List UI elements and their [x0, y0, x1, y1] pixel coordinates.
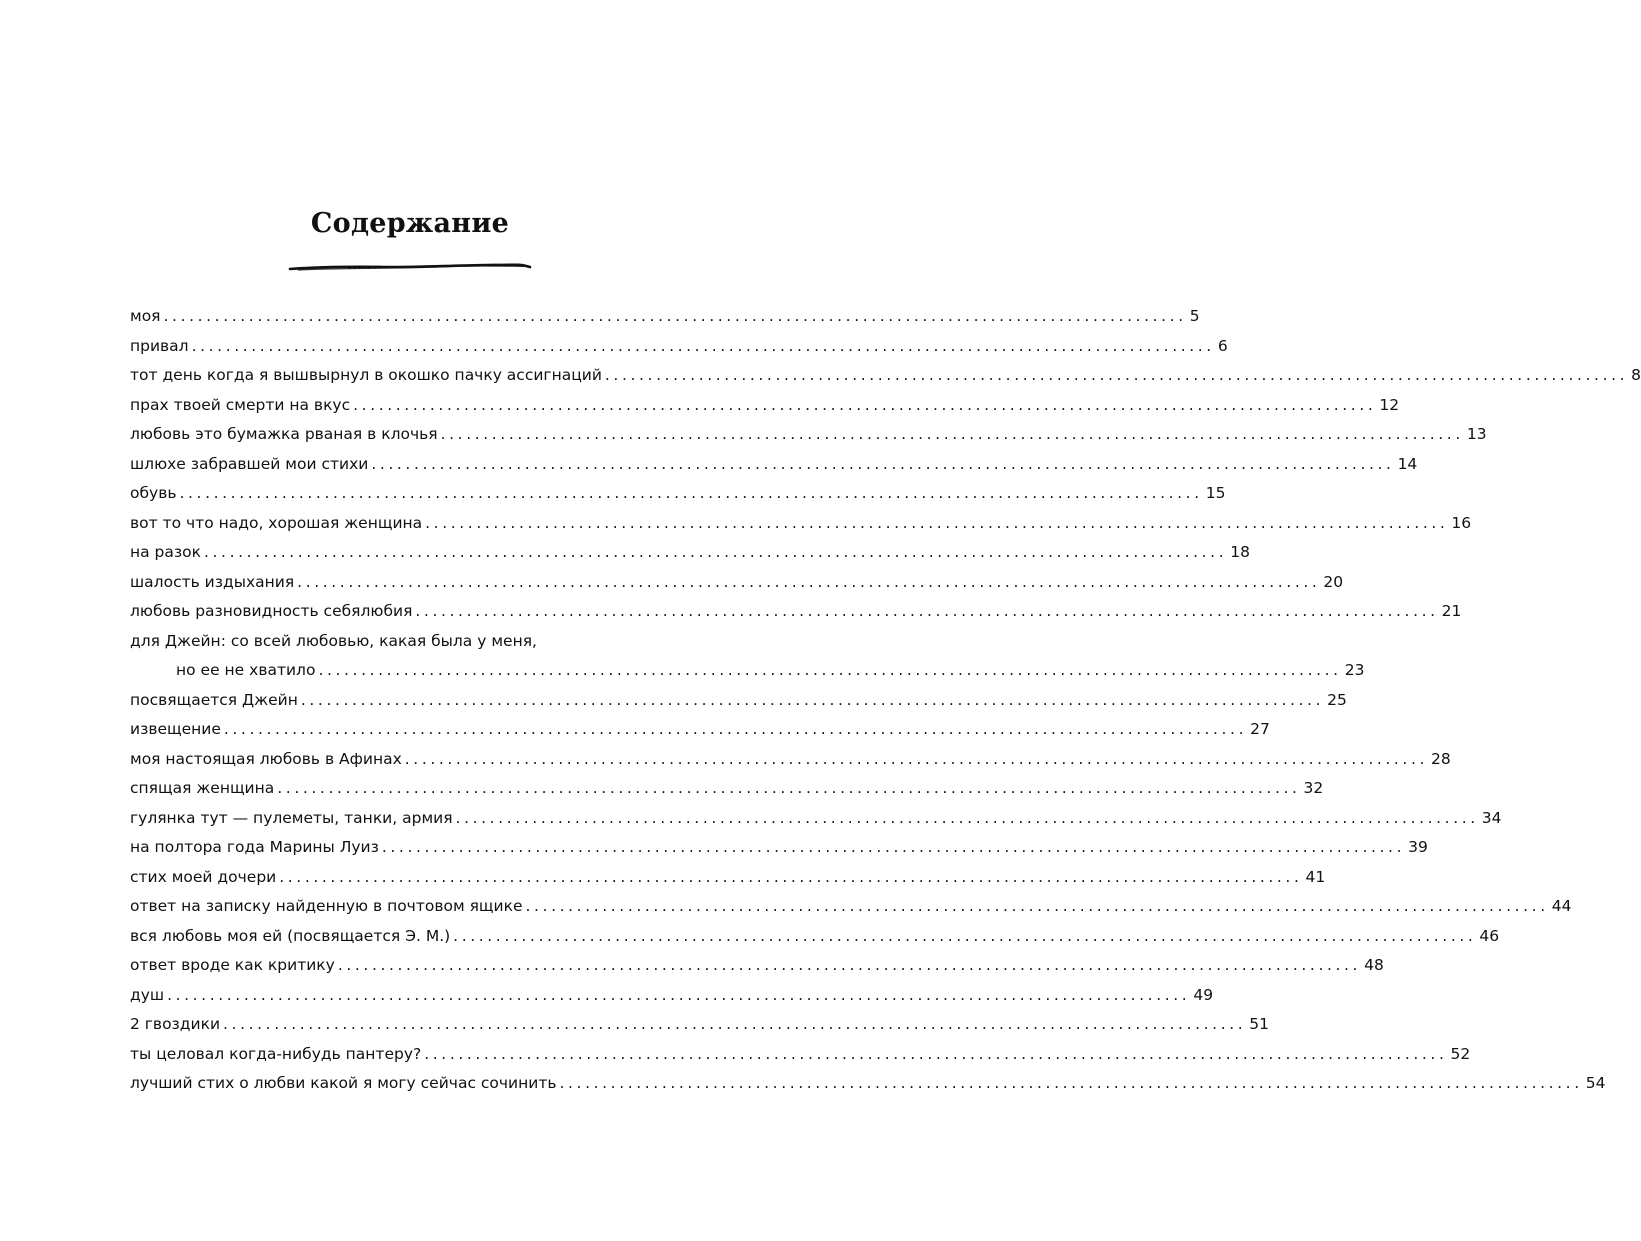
- dot-leader: ........................................................................................................................: [277, 779, 1301, 797]
- toc-entry-page: 51: [1249, 1015, 1270, 1033]
- toc-entry: [130, 985, 1214, 1016]
- dot-leader: ........................................................................................................................: [604, 366, 1629, 384]
- dot-leader: ........................................................................................................................: [203, 543, 1228, 561]
- toc-entry-title: тот день когда я вышвырнул в окошко пачку ассигнаций: [130, 366, 602, 384]
- dot-leader: ........................................................................................................................: [279, 867, 1303, 886]
- toc-entry-page: 5: [1189, 307, 1200, 325]
- toc-entry-page: 18: [1230, 543, 1250, 561]
- toc-entry: [130, 1015, 1270, 1045]
- toc-entry-title: извещение: [130, 720, 221, 738]
- dot-leader: ........................................................................................................................: [167, 985, 1191, 1004]
- toc-entry-page: 54: [1585, 1074, 1606, 1092]
- toc-entry-page: 16: [1451, 513, 1472, 532]
- toc-entry: [130, 897, 1572, 927]
- toc-entry-title: на разок: [130, 543, 201, 561]
- toc-entry-title: шлюхе забравшей мои стихи: [130, 454, 369, 473]
- toc-entry: [130, 808, 1502, 839]
- dot-leader: ........................................................................................................................: [223, 720, 1248, 738]
- toc-entry: [130, 336, 1228, 367]
- toc-entry-page: 32: [1303, 779, 1324, 797]
- dot-leader: ........................................................................................................................: [318, 661, 1342, 679]
- dot-leader: ........................................................................................................................: [440, 425, 1464, 443]
- toc-entry-page: 48: [1364, 956, 1384, 974]
- dot-leader: ........................................................................................................................: [404, 749, 1429, 768]
- toc-entry-page: 39: [1408, 838, 1428, 856]
- toc-entry-page: 52: [1450, 1044, 1471, 1063]
- toc-entry: [130, 425, 1487, 455]
- toc-entry: [130, 513, 1472, 544]
- toc-entry: [130, 720, 1270, 750]
- toc-entry: [130, 1074, 1606, 1104]
- page-title: Содержание: [310, 208, 510, 239]
- toc-entry-title: вся любовь моя ей (посвящается Э. М.): [130, 926, 451, 945]
- toc-entry-title: для Джейн: со всей любовью, какая была у меня,: [130, 631, 537, 650]
- toc-entry: [130, 543, 1250, 573]
- toc-entry-title: любовь это бумажка рваная в клочья: [130, 425, 438, 443]
- toc-entry-page: 27: [1250, 720, 1270, 738]
- toc-entry: [130, 602, 1462, 632]
- toc-entry-title: на полтора года Марины Луиз: [130, 838, 379, 856]
- toc-entry-title: стих моей дочери: [130, 867, 277, 886]
- dot-leader: ........................................................................................................................: [179, 484, 1203, 502]
- toc-entry: [130, 926, 1500, 957]
- toc-entry-title: гулянка тут — пулеметы, танки, армия: [130, 808, 453, 827]
- toc-entry-page: 15: [1205, 484, 1226, 502]
- dot-leader: ........................................................................................................................: [559, 1074, 1583, 1092]
- toc-entry-page: 28: [1431, 749, 1451, 768]
- toc-entry-title: прах твоей смерти на вкус: [130, 395, 351, 414]
- toc-entry-page: 34: [1481, 808, 1502, 827]
- toc-entry-page: 46: [1479, 926, 1500, 945]
- ink-brush-stroke-icon: [288, 262, 532, 272]
- dot-leader: ........................................................................................................................: [191, 336, 1215, 355]
- dot-leader: ........................................................................................................................: [415, 602, 1439, 620]
- toc-entry-page: 25: [1327, 690, 1347, 709]
- dot-leader: ........................................................................................................................: [371, 454, 1395, 473]
- toc-entry: [130, 779, 1324, 809]
- toc-entry: [130, 867, 1326, 898]
- toc-entry-title: привал: [130, 336, 189, 355]
- toc-entry: [130, 632, 688, 662]
- toc-entry: [130, 484, 1226, 514]
- dot-leader: ........................................................................................................................: [455, 808, 1479, 827]
- dot-leader: ........................................................................................................................: [525, 897, 1549, 915]
- dot-leader: ........................................................................................................................: [163, 307, 1187, 325]
- toc-entry: [130, 307, 1200, 337]
- dot-leader: ........................................................................................................................: [353, 395, 1377, 414]
- toc-entry-page: 8: [1631, 366, 1641, 384]
- toc-entry-title: посвящается Джейн: [130, 690, 298, 709]
- toc-entry: [130, 1044, 1471, 1075]
- toc-entry: [130, 838, 1428, 868]
- toc-entry-title: ответ на записку найденную в почтовом ящике: [130, 897, 523, 915]
- toc-entry: [130, 690, 1347, 721]
- toc-entry-title: вот то что надо, хорошая женщина: [130, 513, 423, 532]
- toc-entry-title: обувь: [130, 484, 177, 502]
- dot-leader: ........................................................................................................................: [381, 838, 1406, 856]
- toc-entry: [130, 366, 1641, 396]
- toc-entry-title: 2 гвоздики: [130, 1015, 221, 1033]
- dot-leader: ........................................................................................................................: [337, 956, 1362, 974]
- dot-leader: ........................................................................................................................: [300, 690, 1325, 709]
- toc-entry-title: но ее не хватило: [176, 661, 316, 679]
- dot-leader: ........................................................................................................................: [223, 1015, 1247, 1033]
- toc-entry-title: моя: [130, 307, 161, 325]
- toc-entry-page: 21: [1441, 602, 1462, 620]
- toc-entry-page: 44: [1551, 897, 1572, 915]
- dot-leader: ........................................................................................................................: [297, 572, 1321, 591]
- toc-entry-page: 13: [1466, 425, 1487, 443]
- toc-entry-title: любовь разновидность себялюбия: [130, 602, 413, 620]
- toc-entry: [130, 661, 1365, 691]
- dot-leader: ........................................................................................................................: [425, 513, 1449, 532]
- toc-entry: [130, 749, 1451, 780]
- toc-entry-page: 23: [1344, 661, 1365, 679]
- toc-entry-title: моя настоящая любовь в Афинах: [130, 749, 402, 768]
- toc-entry: [130, 454, 1418, 485]
- toc-entry-page: 12: [1379, 395, 1400, 414]
- toc-entry: [130, 956, 1384, 986]
- dot-leader: ........................................................................................................................: [453, 926, 1477, 945]
- toc-entry: [130, 395, 1400, 426]
- toc-entry-title: лучший стих о любви какой я могу сейчас сочинить: [130, 1074, 557, 1092]
- toc-entry-title: ответ вроде как критику: [130, 956, 335, 974]
- toc-entry-page: 41: [1305, 867, 1326, 886]
- toc-entry-title: шалость издыхания: [130, 572, 295, 591]
- toc-entry-title: ты целовал когда-нибудь пантеру?: [130, 1044, 422, 1063]
- toc-entry-title: душ: [130, 985, 165, 1004]
- toc-entry-page: 20: [1323, 572, 1344, 591]
- toc-entry-page: 14: [1397, 454, 1418, 473]
- dot-leader: ........................................................................................................................: [424, 1044, 1448, 1063]
- toc-entry: [130, 572, 1344, 603]
- toc-entry-page: 6: [1217, 336, 1228, 355]
- toc-entry-title: спящая женщина: [130, 779, 275, 797]
- toc-entry-page: 49: [1193, 985, 1214, 1004]
- table-of-contents: [130, 307, 1641, 1104]
